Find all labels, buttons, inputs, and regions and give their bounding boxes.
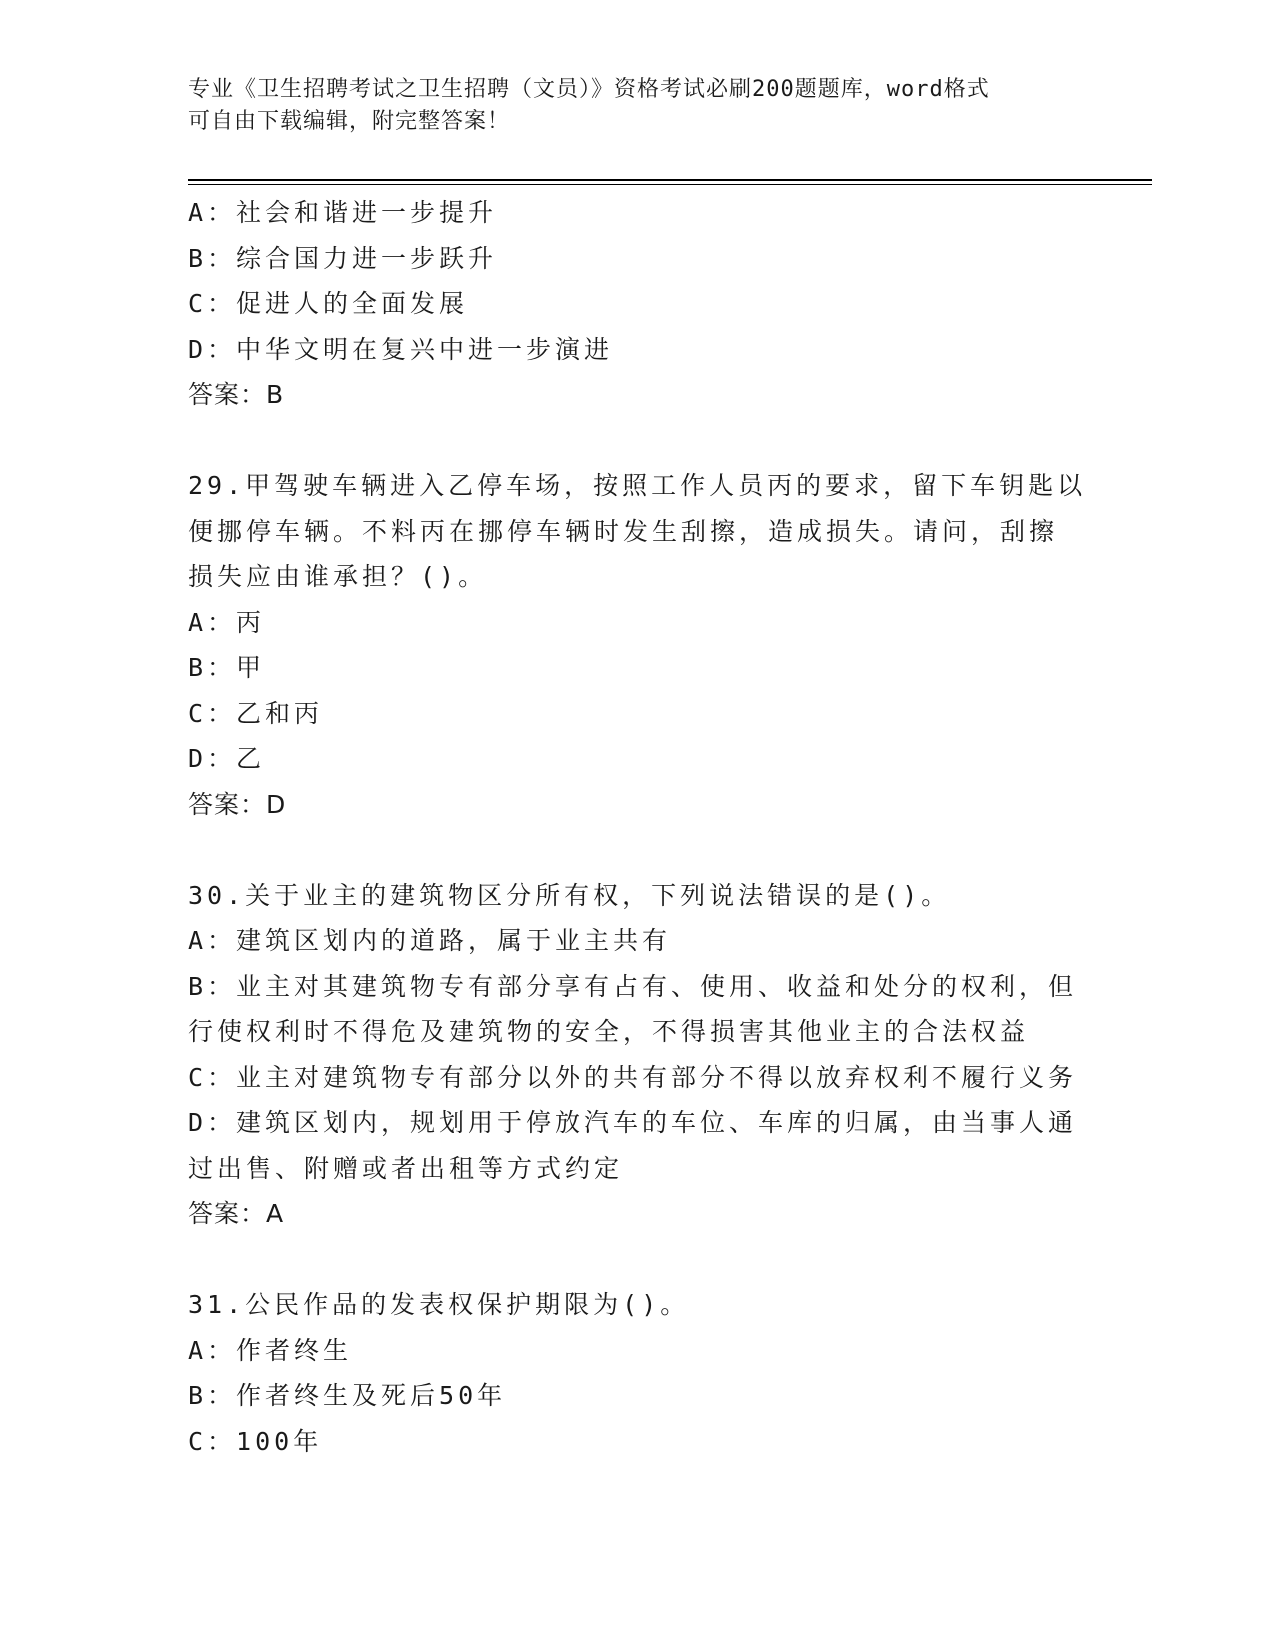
option-a: A：作者终生 <box>188 1335 353 1365</box>
spacer <box>188 418 1088 464</box>
header-rule-thick <box>188 179 1152 181</box>
option-c: C：乙和丙 <box>188 698 324 728</box>
option-b: B：甲 <box>188 653 266 682</box>
question-text: 便挪停车辆。不料丙在挪停车辆时发生刮擦，造成损失。请问，刮擦 <box>188 516 1059 546</box>
question-29-block <box>188 463 1088 827</box>
header-rule-thin <box>188 184 1152 185</box>
option-b: B：作者终生及死后50年 <box>188 1381 507 1410</box>
spacer <box>188 827 1088 873</box>
option-a: A：丙 <box>188 607 266 637</box>
document-body <box>188 190 1088 1464</box>
option-d: D：中华文明在复兴中进一步演进 <box>188 334 614 364</box>
option-b-continued: 行使权利时不得危及建筑物的安全，不得损害其他业主的合法权益 <box>188 1017 1030 1046</box>
question-text: 31.公民作品的发表权保护期限为()。 <box>188 1290 690 1319</box>
question-text: 29.甲驾驶车辆进入乙停车场，按照工作人员丙的要求，留下车钥匙以 <box>188 471 1087 500</box>
option-a: A：社会和谐进一步提升 <box>188 198 498 227</box>
header-line-1: 专业《卫生招聘考试之卫生招聘（文员）》资格考试必刷200题题库，word格式 <box>188 77 990 102</box>
header-line-2: 可自由下载编辑，附完整答案！ <box>188 109 511 134</box>
option-c: C：100年 <box>188 1426 323 1456</box>
answer-label: 答案：D <box>188 789 287 819</box>
question-28-block <box>188 190 1088 418</box>
document-header <box>188 74 1068 138</box>
question-30-block <box>188 873 1088 1237</box>
option-c: C：业主对建筑物专有部分以外的共有部分不得以放弃权利不履行义务 <box>188 1062 1078 1092</box>
question-31-block <box>188 1282 1088 1464</box>
option-a: A：建筑区划内的道路，属于业主共有 <box>188 926 672 955</box>
option-d: D：建筑区划内，规划用于停放汽车的车位、车库的归属，由当事人通 <box>188 1108 1078 1137</box>
option-d-continued: 过出售、附赠或者出租等方式约定 <box>188 1153 624 1183</box>
spacer <box>188 1237 1088 1283</box>
option-b: B：综合国力进一步跃升 <box>188 243 498 273</box>
question-text: 损失应由谁承担？()。 <box>188 562 488 591</box>
question-text: 30.关于业主的建筑物区分所有权，下列说法错误的是()。 <box>188 880 951 910</box>
option-b: B：业主对其建筑物专有部分享有占有、使用、收益和处分的权利，但 <box>188 971 1078 1001</box>
answer-label: 答案：B <box>188 380 285 409</box>
option-c: C：促进人的全面发展 <box>188 289 469 318</box>
option-d: D：乙 <box>188 744 266 773</box>
answer-label: 答案：A <box>188 1199 285 1228</box>
